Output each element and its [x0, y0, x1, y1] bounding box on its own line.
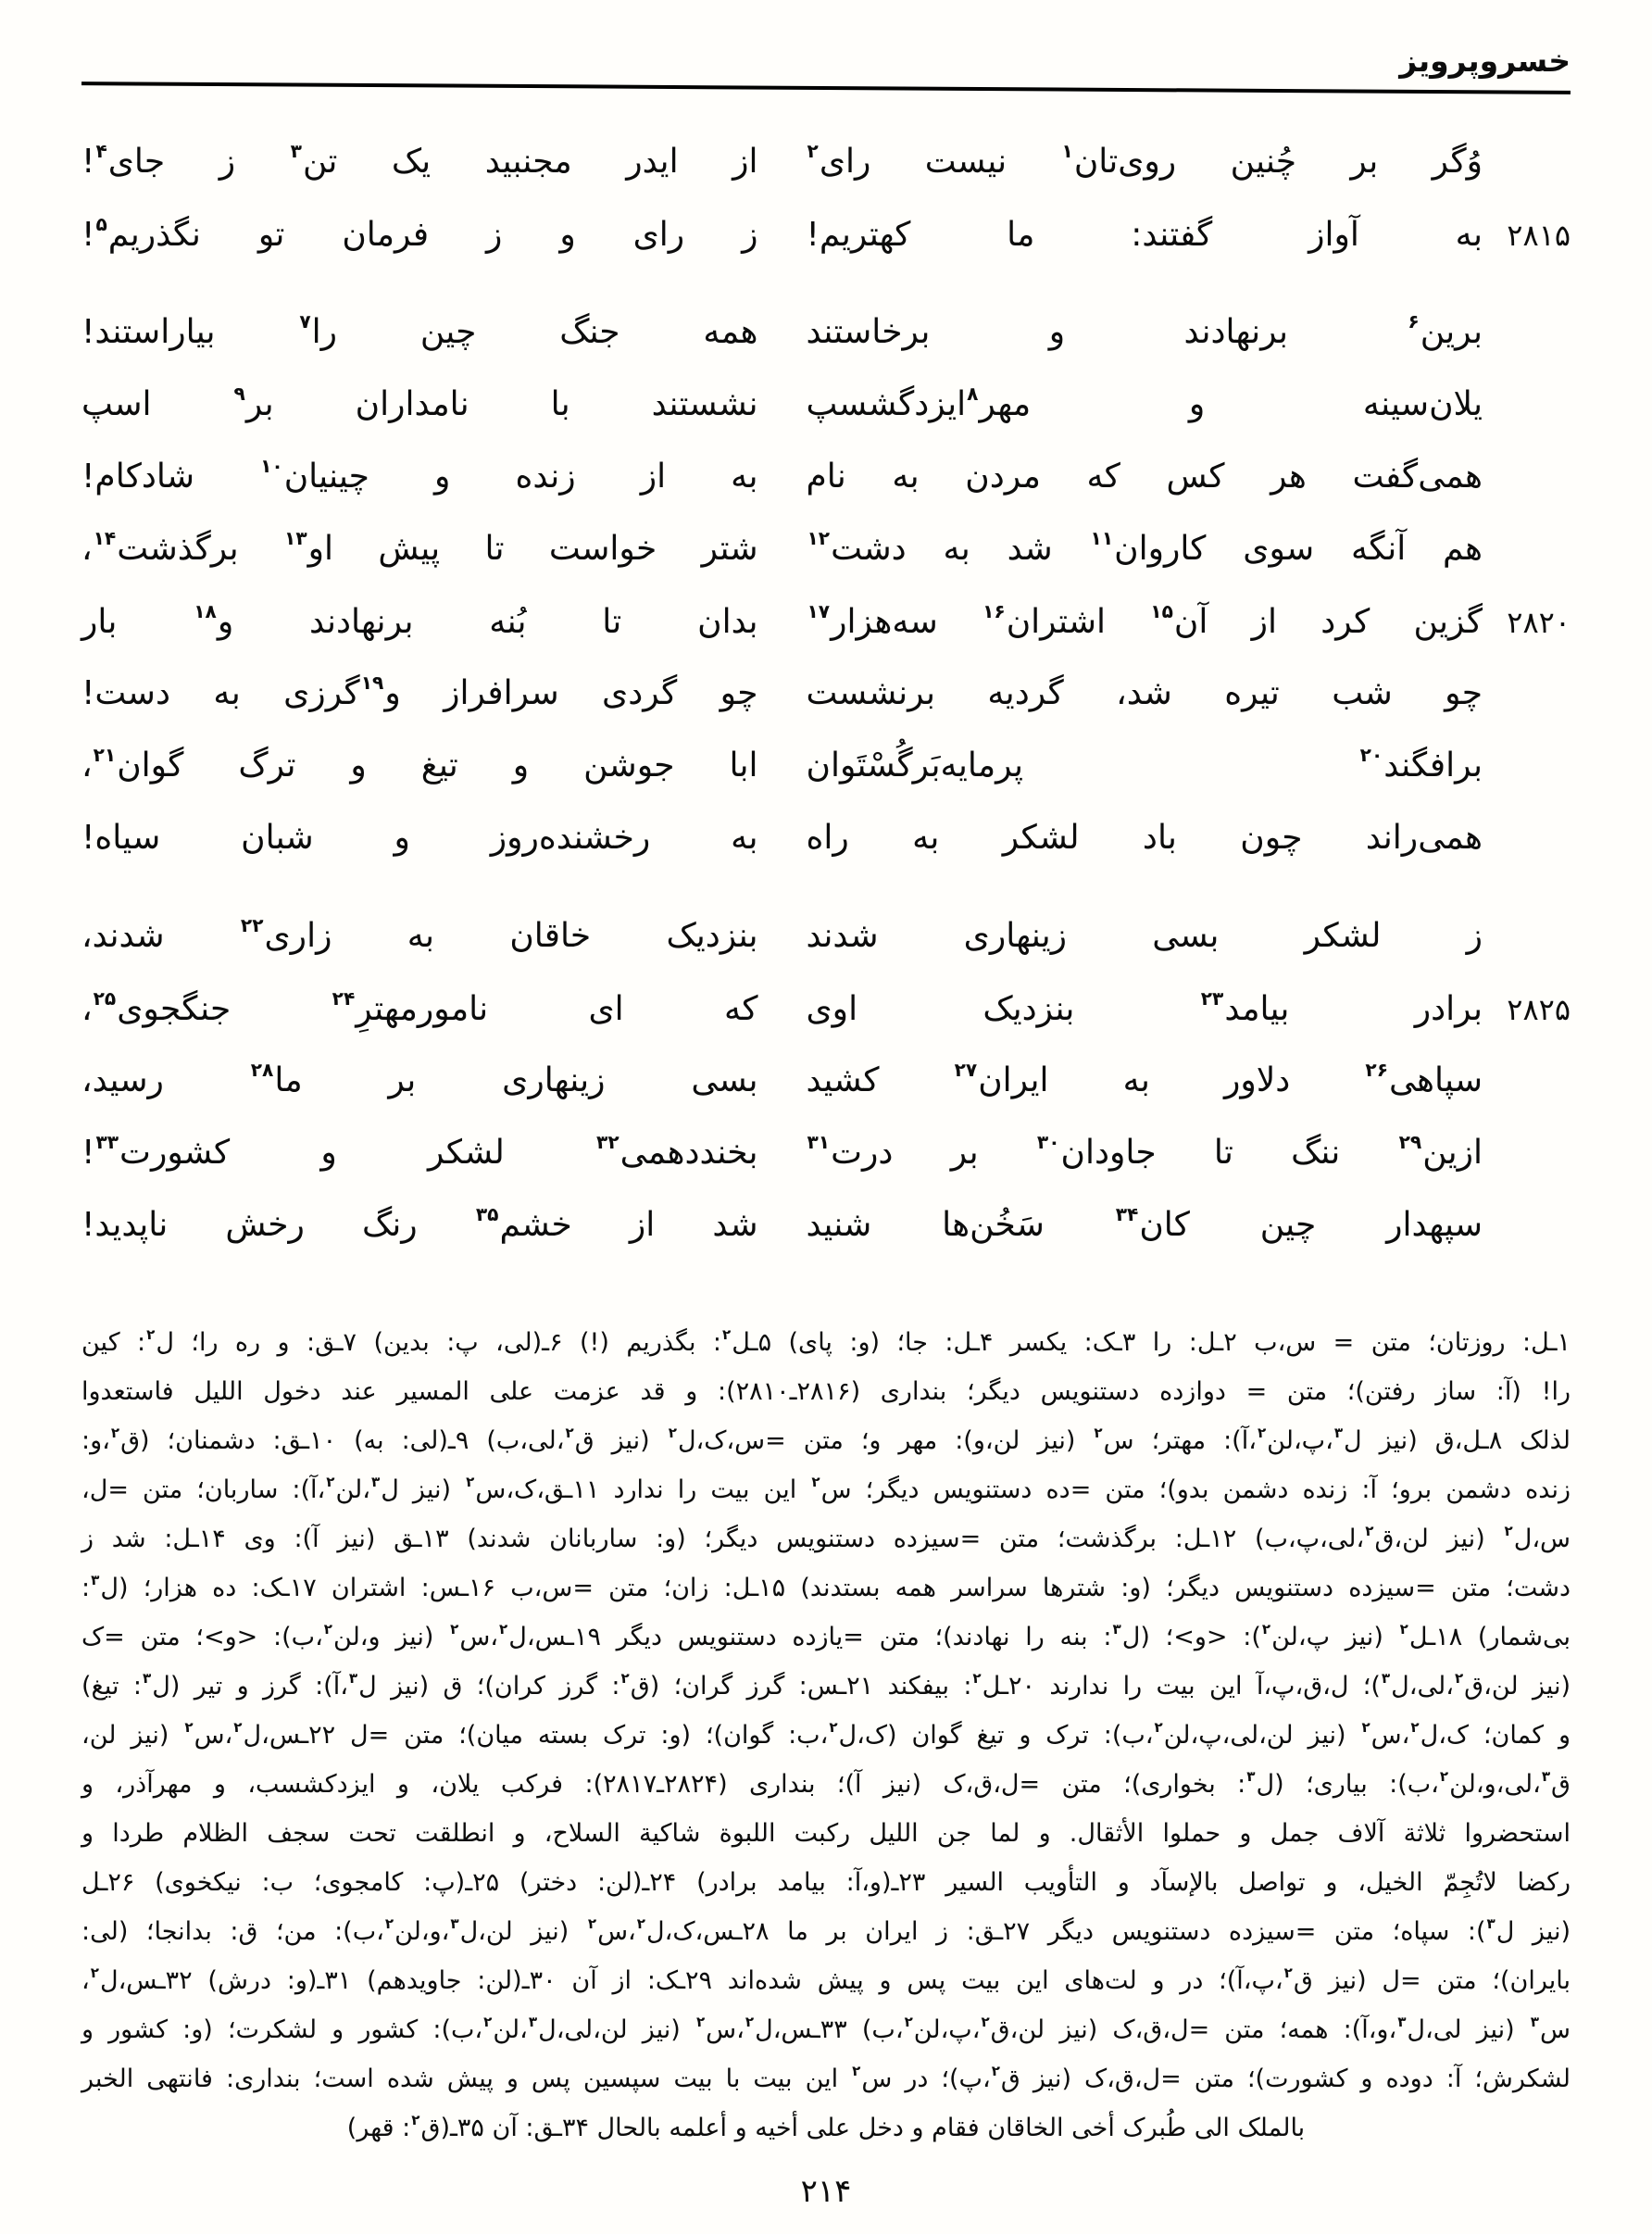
footnote-ref: ۲: [852, 2062, 861, 2079]
footnote-ref: ۲: [1504, 1522, 1513, 1539]
footnote-ref: ۲: [110, 1424, 120, 1441]
footnote-ref: ۲: [146, 1325, 156, 1343]
footnote-ref: ۲: [565, 1424, 574, 1441]
header-rule: [81, 82, 1571, 94]
verse-row: [81, 744, 1571, 816]
verse-row: [81, 1059, 1571, 1131]
footnote-ref: ۲: [1439, 1767, 1449, 1785]
footnote-ref: ۵: [95, 212, 107, 235]
footnote-ref: ۳: [143, 1669, 152, 1687]
second-hemistich: از ایدر مجنبید یک تن$^۳$ ز جای$^۴$!: [81, 139, 758, 181]
stanza: [81, 140, 1571, 284]
first-hemistich: ازین$^{۲۹}$ ننگ تا جاودان$^{۳۰}$ بر درت$^{۳۱}$: [807, 1130, 1483, 1172]
footnote-ref: ۲: [1261, 1620, 1271, 1638]
footnote-ref: ۳۳: [95, 1130, 119, 1153]
footnote-ref: ۱۰: [260, 454, 283, 477]
verse-row: [81, 383, 1571, 455]
second-hemistich: بدان تا بُنه برنهادند و$^{۱۸}$ بار: [81, 599, 758, 641]
footnote-ref: ۲۳: [1200, 986, 1224, 1010]
footnote-ref: ۲: [745, 2013, 755, 2030]
footnote-ref: ۲: [184, 1718, 194, 1736]
footnote-ref: ۱۳: [284, 526, 307, 549]
footnote-ref: ۲: [587, 1914, 597, 1932]
verse-row: [81, 816, 1571, 888]
second-hemistich: نشستند با نامداران بر$^۹$ اسپ: [81, 382, 758, 423]
first-hemistich: برادر بیامد$^{۲۳}$ بنزدیک اوی: [806, 986, 1483, 1028]
apparatus-line: بالملک الی طُبرک أخی الخاقان فقام و دخل علی أخیه و أعلمه بالحال ۳۴ـق: آن ۳۵ـ(ق$^۲$: قهر): [346, 2111, 1306, 2142]
footnote-ref: ۱۸: [194, 599, 217, 622]
footnote-ref: ۳۲: [596, 1130, 620, 1153]
second-hemistich: به از زنده و چینیان$^{۱۰}$ شادکام!: [81, 454, 758, 496]
footnote-ref: ۲: [1454, 1669, 1464, 1687]
footnote-ref: ۲۲: [240, 913, 264, 936]
verse-number: [1483, 409, 1571, 415]
footnote-ref: ۲: [1154, 1718, 1163, 1736]
footnote-ref: ۹: [233, 382, 245, 405]
first-hemistich: همی‌راند چون باد لشکر به راه: [806, 819, 1483, 857]
critical-apparatus: [81, 1318, 1571, 2152]
apparatus-line: را! (آ: ساز رفتن)؛ متن = دوازده دستنویس دیگر؛ بنداری (۲۸۱۶ـ۲۸۱۰): و قد عزمت علی المسیر عند دخول اللیل فاستعدوا: [81, 1377, 1571, 1406]
stanza: [81, 914, 1571, 1275]
footnote-ref: ۳۱: [807, 1130, 831, 1153]
footnote-ref: ۳: [371, 1473, 381, 1490]
footnote-ref: ۲۴: [332, 986, 356, 1010]
verse-row: [81, 140, 1571, 212]
verse-number: [1483, 698, 1571, 704]
apparatus-line: ۱ـل: روزتان؛ متن = س،ب ۲ـل: را ۳ـک: یکسر ۴ـل: جا؛ (و: پای) ۵ـل$^۲$: بگذریم (!) ۶ـ(لی، پ: بدین) ۷ـق: و ره را؛ ل$^۲$: کین: [81, 1325, 1571, 1357]
footnote-ref: ۲: [981, 2013, 990, 2030]
first-hemistich: ز لشکر بسی زینهاری شدند: [806, 917, 1483, 955]
footnote-ref: ۲۹: [1398, 1130, 1422, 1153]
footnote-ref: ۱: [1061, 139, 1073, 162]
footnote-ref: ۲: [620, 1669, 630, 1687]
footnote-ref: ۲: [1283, 1964, 1293, 1981]
footnote-ref: ۳: [348, 1669, 358, 1687]
verse-row: [81, 527, 1571, 599]
verse-row: [81, 1203, 1571, 1275]
second-hemistich: بنزدیک خاقان به زاری$^{۲۲}$ شدند،: [81, 913, 758, 955]
footnote-ref: ۳: [1397, 2013, 1407, 2030]
first-hemistich: به آواز گفتند: ما کهتریم!: [806, 216, 1483, 254]
verse-number: [1483, 482, 1571, 487]
verse-number: ۲۸۲۰: [1507, 605, 1571, 640]
apparatus-line: ق$^۳$،لی،و،لن$^۲$،ب): بیاری؛ (ل$^۳$: بخواری)؛ متن =ل،ق،ک (نیز آ)؛ بنداری (۲۸۲۴ـ۲۸۱۷): فرکب یلان، و ایزدکشسب، و مهرآذر، و: [81, 1767, 1571, 1799]
footnote-ref: ۲: [323, 1620, 333, 1638]
page-header-title: خسروپرویز: [1399, 43, 1571, 79]
footnote-ref: ۲: [807, 139, 819, 162]
footnote-ref: ۶: [1408, 309, 1420, 333]
footnote-ref: ۲۸: [250, 1058, 274, 1081]
first-hemistich: گزین کرد از آن$^{۱۵}$ اشتران$^{۱۶}$ سه‌هزار$^{۱۷}$: [807, 599, 1483, 641]
footnote-ref: ۲: [450, 1620, 459, 1638]
footnote-ref: ۳: [528, 2013, 538, 2030]
footnote-ref: ۲: [233, 1718, 243, 1736]
first-hemistich: چو شب تیره شد، گردیه برنشست: [806, 674, 1483, 712]
footnote-ref: ۳: [1381, 1669, 1391, 1687]
first-hemistich: یلان‌سینه و مهر$^۸$ایزدگشسپ: [806, 382, 1483, 423]
apparatus-line: و کمان؛ ک،ل$^۲$،س$^۲$ (نیز لن،لی،پ،لن$^۲$،ب): ترک و تیغ گوان (ک،ل$^۲$،ب: گوان)؛ (و: ترک بسته میان)؛ متن =ل ۲۲ـس،ل$^۲$،س$^۲$ (نیز لن،: [81, 1718, 1571, 1750]
verse-row: [81, 1131, 1571, 1203]
second-hemistich: بسی زینهاری بر ما$^{۲۸}$ رسید،: [81, 1058, 758, 1099]
apparatus-line: س،ل$^۲$ (نیز لن،ق$^۲$،لی،پ،ب) ۱۲ـل: برگذشت؛ متن =سیزده دستنویس دیگر؛ (و: ساربانان شدند) ۱۳ـق (نیز آ): وی ۱۴ـل: شد ز: [81, 1522, 1571, 1553]
footnote-ref: ۲: [1094, 1424, 1103, 1441]
footnote-ref: ۲: [695, 2013, 706, 2030]
apparatus-line: لشکرش؛ آ: دوده و کشورت)؛ متن =ل،ق،ک (نیز ق$^۲$،پ)؛ در س$^۲$ این بیت با بیت سپسین پس و پیش شده است؛ بنداری: فانتهی الخبر: [81, 2062, 1571, 2093]
first-hemistich: برافگند$^{۲۰}$ پرمایه‌بَرگُسْتَوان: [806, 743, 1483, 784]
footnote-ref: ۲: [972, 1669, 982, 1687]
footnote-ref: ۲۱: [93, 743, 117, 766]
apparatus-line: (نیز ل$^۳$): سپاه؛ متن =سیزده دستنویس دیگر ۲۷ـق: ز ایران بر ما ۲۸ـس،ک،ل$^۲$،س$^۲$ (نیز لن،ل$^۳$،و،لن$^۲$،ب): من؛ ق: بدانجا؛ (لی:: [81, 1914, 1571, 1946]
apparatus-line: س$^۳$ (نیز لی،ل$^۳$،و،آ): همه؛ متن =ل،ق،ک (نیز لن،ق$^۲$،پ،لن$^۲$،ب) ۳۳ـس،ل$^۲$،س$^۲$ (نیز لن،لی،ل$^۳$،لن$^۲$،ب): کشور و لشکرت؛ (و: کشور و: [81, 2013, 1571, 2044]
verse-number: [1483, 1158, 1571, 1163]
verse-number: [1483, 337, 1571, 343]
first-hemistich: برین$^۶$ برنهادند و برخاستند: [806, 309, 1483, 351]
second-hemistich: شتر خواست تا پیش او$^{۱۳}$ برگذشت$^{۱۴}$،: [81, 526, 758, 568]
first-hemistich: هم آنگه سوی کاروان$^{۱۱}$ شد به دشت$^{۱۲}$: [807, 526, 1483, 568]
apparatus-line: دشت؛ متن =سیزده دستنویس دیگر؛ (و: شترها سراسر همه بستدند) ۱۵ـل: زان؛ متن =س،ب ۱۶ـس: اشتران ۱۷ـک: ده هزار؛ (ل$^۳$:: [81, 1571, 1571, 1602]
first-hemistich: همی‌گفت هر کس که مردن به نام: [806, 458, 1483, 496]
footnote-ref: ۲: [1365, 1522, 1374, 1539]
apparatus-line: (نیز لن،ق$^۲$،لی،ل$^۳$)؛ ل،ق،پ،آ این بیت را ندارند ۲۰ـل$^۲$: بیفکند ۲۱ـس: گرز گران؛ (ق$^۲$: گرز کران)؛ ق (نیز ل$^۳$،آ): گرز و تیر (ل$^۳$: تیغ): [81, 1669, 1571, 1701]
verse-number: [1483, 771, 1571, 776]
footnote-ref: ۱۹: [360, 671, 384, 694]
footnote-ref: ۳۵: [475, 1202, 499, 1225]
second-hemistich: بخنددهمی$^{۳۲}$ لشکر و کشورت$^{۳۳}$!: [81, 1130, 758, 1172]
footnote-ref: ۲: [721, 1325, 732, 1343]
footnote-ref: ۲۵: [93, 986, 117, 1010]
first-hemistich: وُگر بر چُنین روی‌تان$^۱$ نیست رای$^۲$: [807, 139, 1483, 181]
footnote-ref: ۲: [668, 1424, 677, 1441]
second-hemistich: ز رای و ز فرمان تو نگذریم$^۵$!: [81, 212, 758, 254]
footnote-ref: ۱۶: [982, 599, 1006, 622]
page-header: [81, 0, 1571, 90]
verse-row: [81, 914, 1571, 986]
verse-number: [1483, 1230, 1571, 1236]
footnote-ref: ۱۴: [93, 526, 117, 549]
verse-row: [81, 986, 1571, 1059]
second-hemistich: چو گردی سرافراز و$^{۱۹}$گرزی به دست!: [81, 671, 758, 712]
footnote-ref: ۱۷: [807, 599, 831, 622]
footnote-ref: ۱۱: [1090, 526, 1114, 549]
verse-number: [1483, 941, 1571, 947]
footnote-ref: ۲: [411, 2111, 420, 2128]
verse-number: [1483, 843, 1571, 848]
apparatus-line: لذلک ۸ـل،ق (نیز ل$^۳$،پ،لن$^۲$،آ): مهتر؛ س$^۲$ (نیز لن،و): مهر و؛ متن =س،ک،ل$^۲$ (نیز ق$^۲$،لی،ب) ۹ـ(لی: به) ۱۰ـق: دشمنان؛ (ق$^۲$،و:: [81, 1424, 1571, 1455]
verse-row: [81, 212, 1571, 284]
verse-row: [81, 599, 1571, 671]
second-hemistich: ابا جوشن و تیغ و ترگ گوان$^{۲۱}$،: [81, 743, 758, 784]
second-hemistich: که ای نامورمهترِ$^{۲۴}$ جنگجوی$^{۲۵}$،: [81, 986, 758, 1028]
footnote-ref: ۷: [299, 309, 311, 333]
footnote-ref: ۳: [91, 1571, 100, 1588]
footnote-ref: ۲: [636, 1914, 645, 1932]
footnote-ref: ۱۵: [1150, 599, 1173, 622]
first-hemistich: سپاهی$^{۲۶}$ دلاور به ایران$^{۲۷}$ کشید: [806, 1058, 1483, 1099]
footnote-ref: ۲: [991, 2062, 1000, 2079]
second-hemistich: به رخشنده‌روز و شبان سیاه!: [81, 819, 758, 857]
footnote-ref: ۸: [967, 382, 979, 405]
footnote-ref: ۲: [1257, 1424, 1267, 1441]
footnote-ref: ۳: [1486, 1914, 1496, 1932]
footnote-ref: ۲: [90, 1964, 99, 1981]
stanza: [81, 310, 1571, 888]
footnote-ref: ۳: [1246, 1767, 1256, 1785]
apparatus-line: بی‌شمار) ۱۸ـل$^۲$ (نیز پ،لن$^۲$): <و>؛ (ل$^۳$: بنه را نهادند)؛ متن =یازده دستنویس دیگر ۱۹ـس،ل$^۲$،س$^۲$ (نیز و،لن$^۲$،ب): <و>؛ متن =ک: [81, 1620, 1571, 1651]
footnote-ref: ۲: [811, 1473, 820, 1490]
footnote-ref: ۳: [1112, 1620, 1121, 1638]
footnote-ref: ۳: [450, 1914, 459, 1932]
footnote-ref: ۳: [1541, 1767, 1551, 1785]
footnote-ref: ۳۴: [1115, 1202, 1139, 1225]
footnote-ref: ۲: [466, 1473, 475, 1490]
verse-number: [1483, 1086, 1571, 1091]
footnote-ref: ۲: [384, 1914, 394, 1932]
verse-number: ۲۸۲۵: [1507, 992, 1571, 1027]
footnote-ref: ۳: [290, 139, 302, 162]
footnote-ref: ۲۷: [954, 1058, 978, 1081]
apparatus-line: بایران)؛ متن =ل (نیز ق$^۲$،پ،آ)؛ در و لت‌های این بیت پس و پیش شده‌اند ۲۹ـک: از آن ۳۰ـ(لن: جاویدهم) ۳۱ـ(و: درش) ۳۲ـس،ل$^۲$،: [81, 1964, 1571, 1995]
footnote-ref: ۲: [499, 1620, 508, 1638]
footnote-ref: ۳۰: [1036, 1130, 1060, 1153]
footnote-ref: ۲: [1399, 1620, 1408, 1638]
verse-row: [81, 310, 1571, 383]
apparatus-line: زنده دشمن برو؛ آ: زنده دشمن بدو)؛ متن =ده دستنویس دیگر؛ س$^۲$ این بیت را ندارد ۱۱ـق،ک،س$^۲$ (نیز ل$^۳$،لن$^۲$،آ): ساربان؛ متن =ل،: [81, 1473, 1571, 1504]
footnote-ref: ۲۶: [1365, 1058, 1388, 1081]
apparatus-line: رکضا لاتُجِمّ الخیل، و تواصل بالإسآد و التأویب السیر ۲۳ـ(و،آ: بیامد برادر) ۲۴ـ(لن: دختر) ۲۵ـ(پ: کامجوی؛ ب: نیکخوی) ۲۶ـل: [81, 1868, 1571, 1897]
footnote-ref: ۳: [1333, 1424, 1344, 1441]
apparatus-line: استحضروا ثلاثة آلاف جمل و حملوا الأثقال. و لما جن اللیل رکبت اللبوة شاکیة السلاح، و انطلقت تحت سجف الظلام طردا و: [81, 1819, 1571, 1848]
footnote-ref: ۲: [829, 1718, 838, 1736]
footnote-ref: ۱۲: [807, 526, 831, 549]
footnote-ref: ۲: [904, 2013, 913, 2030]
verse-row: [81, 671, 1571, 744]
page-number: ۲۱۴: [800, 2173, 852, 2210]
footnote-ref: ۲: [1361, 1718, 1370, 1736]
footnote-ref: ۲: [483, 2013, 493, 2030]
poem: [81, 140, 1571, 1275]
verse-row: [81, 455, 1571, 527]
verse-number: [1483, 167, 1571, 172]
footnote-ref: ۴: [95, 139, 107, 162]
footnote-ref: ۲: [326, 1473, 335, 1490]
footnote-ref: ۳: [1530, 2013, 1540, 2030]
verse-number: ۲۸۱۵: [1507, 218, 1571, 253]
second-hemistich: همه جنگ چین را$^۷$ بیاراستند!: [81, 309, 758, 351]
verse-number: [1483, 554, 1571, 559]
second-hemistich: شد از خشم$^{۳۵}$ رنگ رخش ناپدید!: [81, 1202, 758, 1244]
footnote-ref: ۲: [1410, 1718, 1420, 1736]
footnote-ref: ۲۰: [1359, 743, 1383, 766]
first-hemistich: سپهدار چین کان$^{۳۴}$ سَخُن‌ها شنید: [806, 1202, 1483, 1244]
